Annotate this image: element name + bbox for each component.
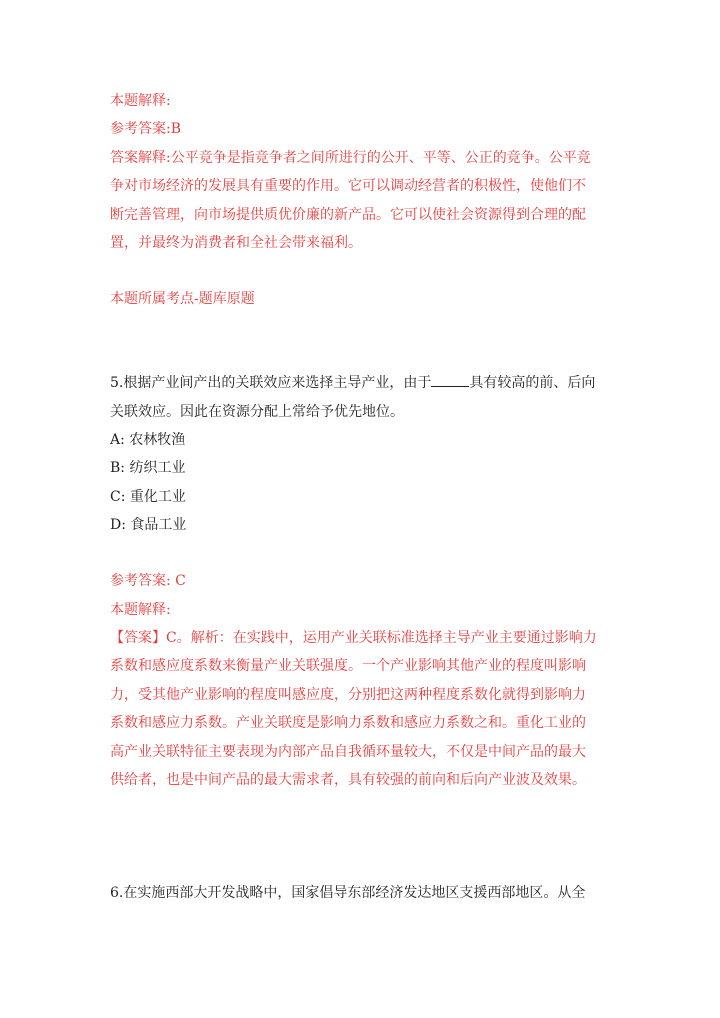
stem-part-2: 具有较高的前、后向 xyxy=(469,375,596,391)
option-a: A: 农林牧渔 xyxy=(110,432,186,448)
option-c: C: 重化工业 xyxy=(110,489,186,505)
analysis-line-2: 争对市场经济的发展具有重要的作用。它可以调动经营者的积极性，使他们不 xyxy=(110,178,586,194)
option-d: D: 食品工业 xyxy=(110,517,187,533)
explanation-label: 本题解释: xyxy=(110,93,171,109)
question-5-analysis-line-3: 力，受其他产业影响的程度叫感应度，分别把这两种程度系数化就得到影响力 xyxy=(110,687,586,703)
analysis-line-3: 断完善管理，向市场提供质优价廉的新产品。它可以使社会资源得到合理的配 xyxy=(110,207,586,223)
question-5-answer: 参考答案: C xyxy=(110,573,186,589)
question-5-analysis-line-1: 【答案】C。解析：在实践中，运用产业关联标准选择主导产业主要通过影响力 xyxy=(110,630,597,646)
option-b: B: 纺织工业 xyxy=(110,460,186,476)
stem-part-1: 5.根据产业间产出的关联效应来选择主导产业，由于 xyxy=(110,375,432,391)
topic-text: 本题所属考点-题库原题 xyxy=(110,291,255,307)
question-5-analysis-line-6: 供给者，也是中间产品的最大需求者，具有较强的前向和后向产业波及效果。 xyxy=(110,772,586,788)
question-5-stem-line-1 xyxy=(110,374,595,392)
question-5-analysis-line-2: 系数和感应度系数来衡量产业关联强度。一个产业影响其他产业的程度叫影响 xyxy=(110,658,586,674)
analysis-line-4: 置，并最终为消费者和全社会带来福利。 xyxy=(110,235,362,251)
question-5-analysis-line-5: 高产业关联特征主要表现为内部产品自我循环量较大，不仅是中间产品的最大 xyxy=(110,744,586,760)
analysis-line-1: 答案解释:公平竞争是指竞争者之间所进行的公开、平等、公正的竞争。公平竞 xyxy=(110,150,591,166)
answer-blank xyxy=(431,374,469,387)
question-6-stem-line-1: 6.在实施西部大开发战略中，国家倡导东部经济发达地区支援西部地区。从全 xyxy=(110,885,586,901)
answer-text: 参考答案:B xyxy=(110,121,182,137)
question-5-explanation-label: 本题解释: xyxy=(110,602,171,618)
question-5-stem-line-2: 关联效应。因此在资源分配上常给予优先地位。 xyxy=(110,404,404,420)
question-5-analysis-line-4: 系数和感应力系数。产业关联度是影响力系数和感应力系数之和。重化工业的 xyxy=(110,715,586,731)
